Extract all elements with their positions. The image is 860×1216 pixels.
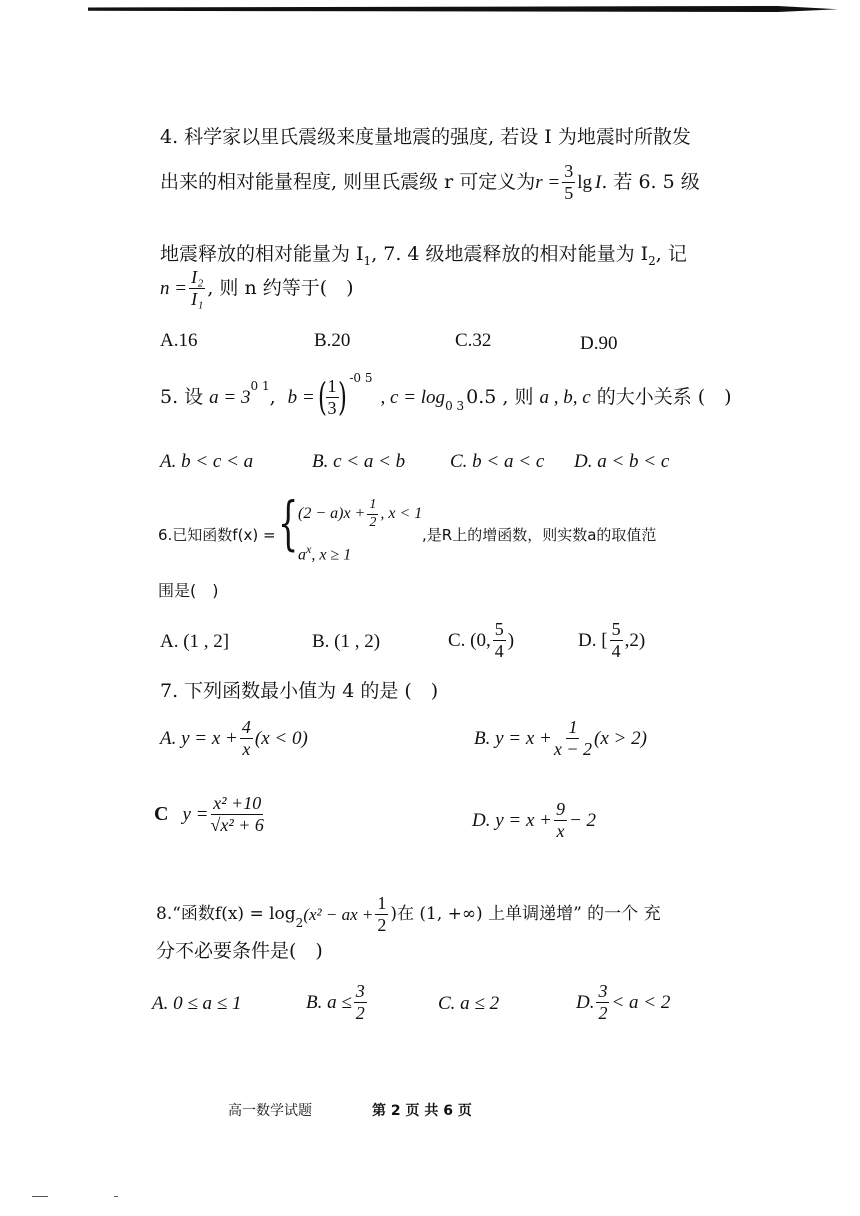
q6-case1 [298,498,422,530]
q5-a-expr: a = 3 [209,386,251,408]
scan-mark-right [114,1196,118,1197]
q6-c-num: 5 [494,619,504,639]
q4-line3-b: , 7. 4 级地震释放的相对能量为 I [371,243,649,265]
q6-case2-a: a [298,546,306,564]
q4-line4-tail: , 则 n 约等于( ) [207,276,354,299]
q7-option-c [154,794,266,835]
q4-sub2: 2 [648,253,656,268]
q4-option-b: B.20 [314,330,351,351]
q8-option-a: A. 0 ≤ a ≤ 1 [152,993,242,1014]
q8-b-frac [354,982,367,1023]
q8-num: 1 [377,893,387,913]
q5-vars: a , b, c [539,386,591,408]
q4-line4 [160,268,354,309]
q5-sep: , [269,385,276,408]
q6-case2-b: , x ≥ 1 [311,546,352,564]
q4-sub1: 1 [363,253,372,268]
footer-title: 高一数学试题 [228,1103,312,1119]
q4-line3-c: , 记 [655,243,687,265]
scan-mark-left [32,1196,48,1197]
q6-d-post: ,2) [624,629,646,651]
q4-formula-lhs: r = [535,171,561,193]
q6-c-pre: C. (0, [448,629,491,651]
q7-b-pre: B. y = x + [474,727,552,749]
q7-c-num: x² +10 [213,793,262,813]
q4-option-d: D.90 [580,333,618,354]
q8-b-den: 2 [355,1002,365,1023]
q4-fraction-I2-I1 [189,268,205,309]
q4-frac2-den: I₁ [191,288,204,309]
q5-paren-close: ) [337,375,347,419]
q4-frac-num: 3 [564,161,574,181]
q7-a-num: 4 [241,717,251,737]
q6-case2-exp: x [306,542,312,556]
q8-mid: (x² − ax + [303,904,374,924]
q4-option-a: A.16 [160,330,198,351]
q5-prefix: 5. 设 [160,385,204,408]
q6-option-d [578,620,645,661]
q8-d-num: 3 [598,981,608,1001]
q6-c-den: 4 [494,640,504,661]
q8-d-frac [596,982,609,1023]
q4-line2-tail: . 若 6. 5 级 [601,170,700,193]
q5-option-d: D. a < b < c [574,451,670,472]
q5-c-sub: 0 3 [445,399,465,413]
q5-a-exp: 0 1 [250,379,270,393]
q8-stem [156,894,661,935]
q7-a-pre: A. y = x + [160,727,238,749]
q8-sub: 2 [295,915,304,930]
q8-frac [375,894,388,935]
q5-option-a: A. b < c < a [160,451,254,472]
q5-option-c: C. b < a < c [450,451,545,472]
q7-option-a [160,718,308,759]
q5-paren-open: ( [317,375,327,419]
q6-case1-a: (2 − a)x + [298,505,366,523]
q4-line2-text: 出来的相对能量程度, 则里氏震级 r 可定义为 [160,170,536,193]
q8-option-b [306,982,369,1023]
q8-pre: 8.“函数f(x) = log [156,903,296,924]
q7-d-num: 9 [555,799,565,819]
q8-option-c: C. a ≤ 2 [438,993,500,1014]
q7-b-num: 1 [568,717,578,737]
q4-option-c: C.32 [455,330,492,351]
q6-suffix: ,是R上的增函数，则实数a的取值范 [422,526,657,544]
q8-d-post: < a < 2 [611,991,671,1013]
q8-post: )在 (1, +∞) 上单调递增” 的一个 充 [390,903,661,924]
q4-frac2-num: I₂ [191,267,204,287]
q6-d-pre: D. [ [578,629,608,651]
q4-var-I: I [595,171,602,193]
q5-b-exp: -0 5 [349,371,373,385]
q6-c-frac [493,620,506,661]
q7-stem: 7. 下列函数最小值为 4 的是 ( ) [160,680,439,702]
q4-fraction-3-5 [562,162,575,203]
q5-c-tail: 0.5 , 则 [466,385,534,408]
q6-case1-frac [367,498,378,530]
q6-case1-b: , x < 1 [380,505,423,523]
q8-den: 2 [377,914,387,935]
q6-prefix: 6.已知函数f(x) = [158,526,276,544]
q6-option-c [448,620,514,661]
q8-line2: 分不必要条件是( ) [156,940,323,962]
q6-option-b: B. (1 , 2) [312,631,381,652]
q5-fraction-1-3 [326,377,339,418]
q7-c-den: √x² + 6 [210,814,264,835]
q7-a-post: (x < 0) [254,727,308,749]
q7-b-den: x − 2 [553,738,593,759]
q4-line2 [160,162,700,203]
q6-brace: { [278,489,299,557]
q6-frac-den: 2 [369,514,377,530]
top-border-line [88,6,838,12]
q6-d-frac [610,620,623,661]
q5-frac-num: 1 [327,375,337,396]
q5-tail: 的大小关系 ( ) [596,385,732,408]
q7-c-pre: y = [182,803,209,825]
q8-option-d [576,982,670,1023]
q7-option-b [474,718,647,759]
q8-d-pre: D. [576,991,595,1013]
q4-line3 [160,245,687,267]
q7-b-post: (x > 2) [594,727,647,749]
q6-line2: 围是( ) [158,581,219,600]
q4-line1: 4. 科学家以里氏震级来度量地震的强度, 若设 I 为地震时所散发 [160,126,691,148]
q4-n-lhs: n = [160,277,188,299]
q7-a-den: x [242,738,251,759]
q4-line3-a: 地震释放的相对能量为 I [160,243,364,265]
q4-lg: lg [577,171,592,193]
q6-option-a: A. (1 , 2] [160,631,230,652]
q8-b-pre: B. a ≤ [306,991,352,1013]
q7-d-pre: D. y = x + [472,809,552,831]
q6-frac-num: 1 [367,498,378,515]
q7-d-frac [554,800,567,841]
q7-a-frac [240,718,253,759]
q8-d-den: 2 [598,1002,608,1023]
footer-page-number: 第 2 页 共 6 页 [372,1103,472,1119]
q6-case2 [298,542,351,564]
q7-c-frac [210,794,263,835]
q5-stem [160,372,732,422]
q5-option-b: B. c < a < b [312,451,406,472]
q6-stem [158,488,858,568]
q6-d-den: 4 [611,640,621,661]
q7-c-label: C [154,803,169,826]
q5-frac-den: 3 [327,397,337,418]
q6-c-post: ) [507,629,515,651]
q7-b-frac [554,718,592,759]
q7-d-den: x [556,820,565,841]
q6-d-num: 5 [611,619,621,639]
q7-d-post: − 2 [568,809,597,831]
q5-b-lhs: b = [287,386,315,408]
q4-frac-den: 5 [564,182,574,203]
q7-option-d [472,800,596,841]
q8-b-num: 3 [355,981,365,1001]
q5-c-expr: , c = log [380,386,446,408]
